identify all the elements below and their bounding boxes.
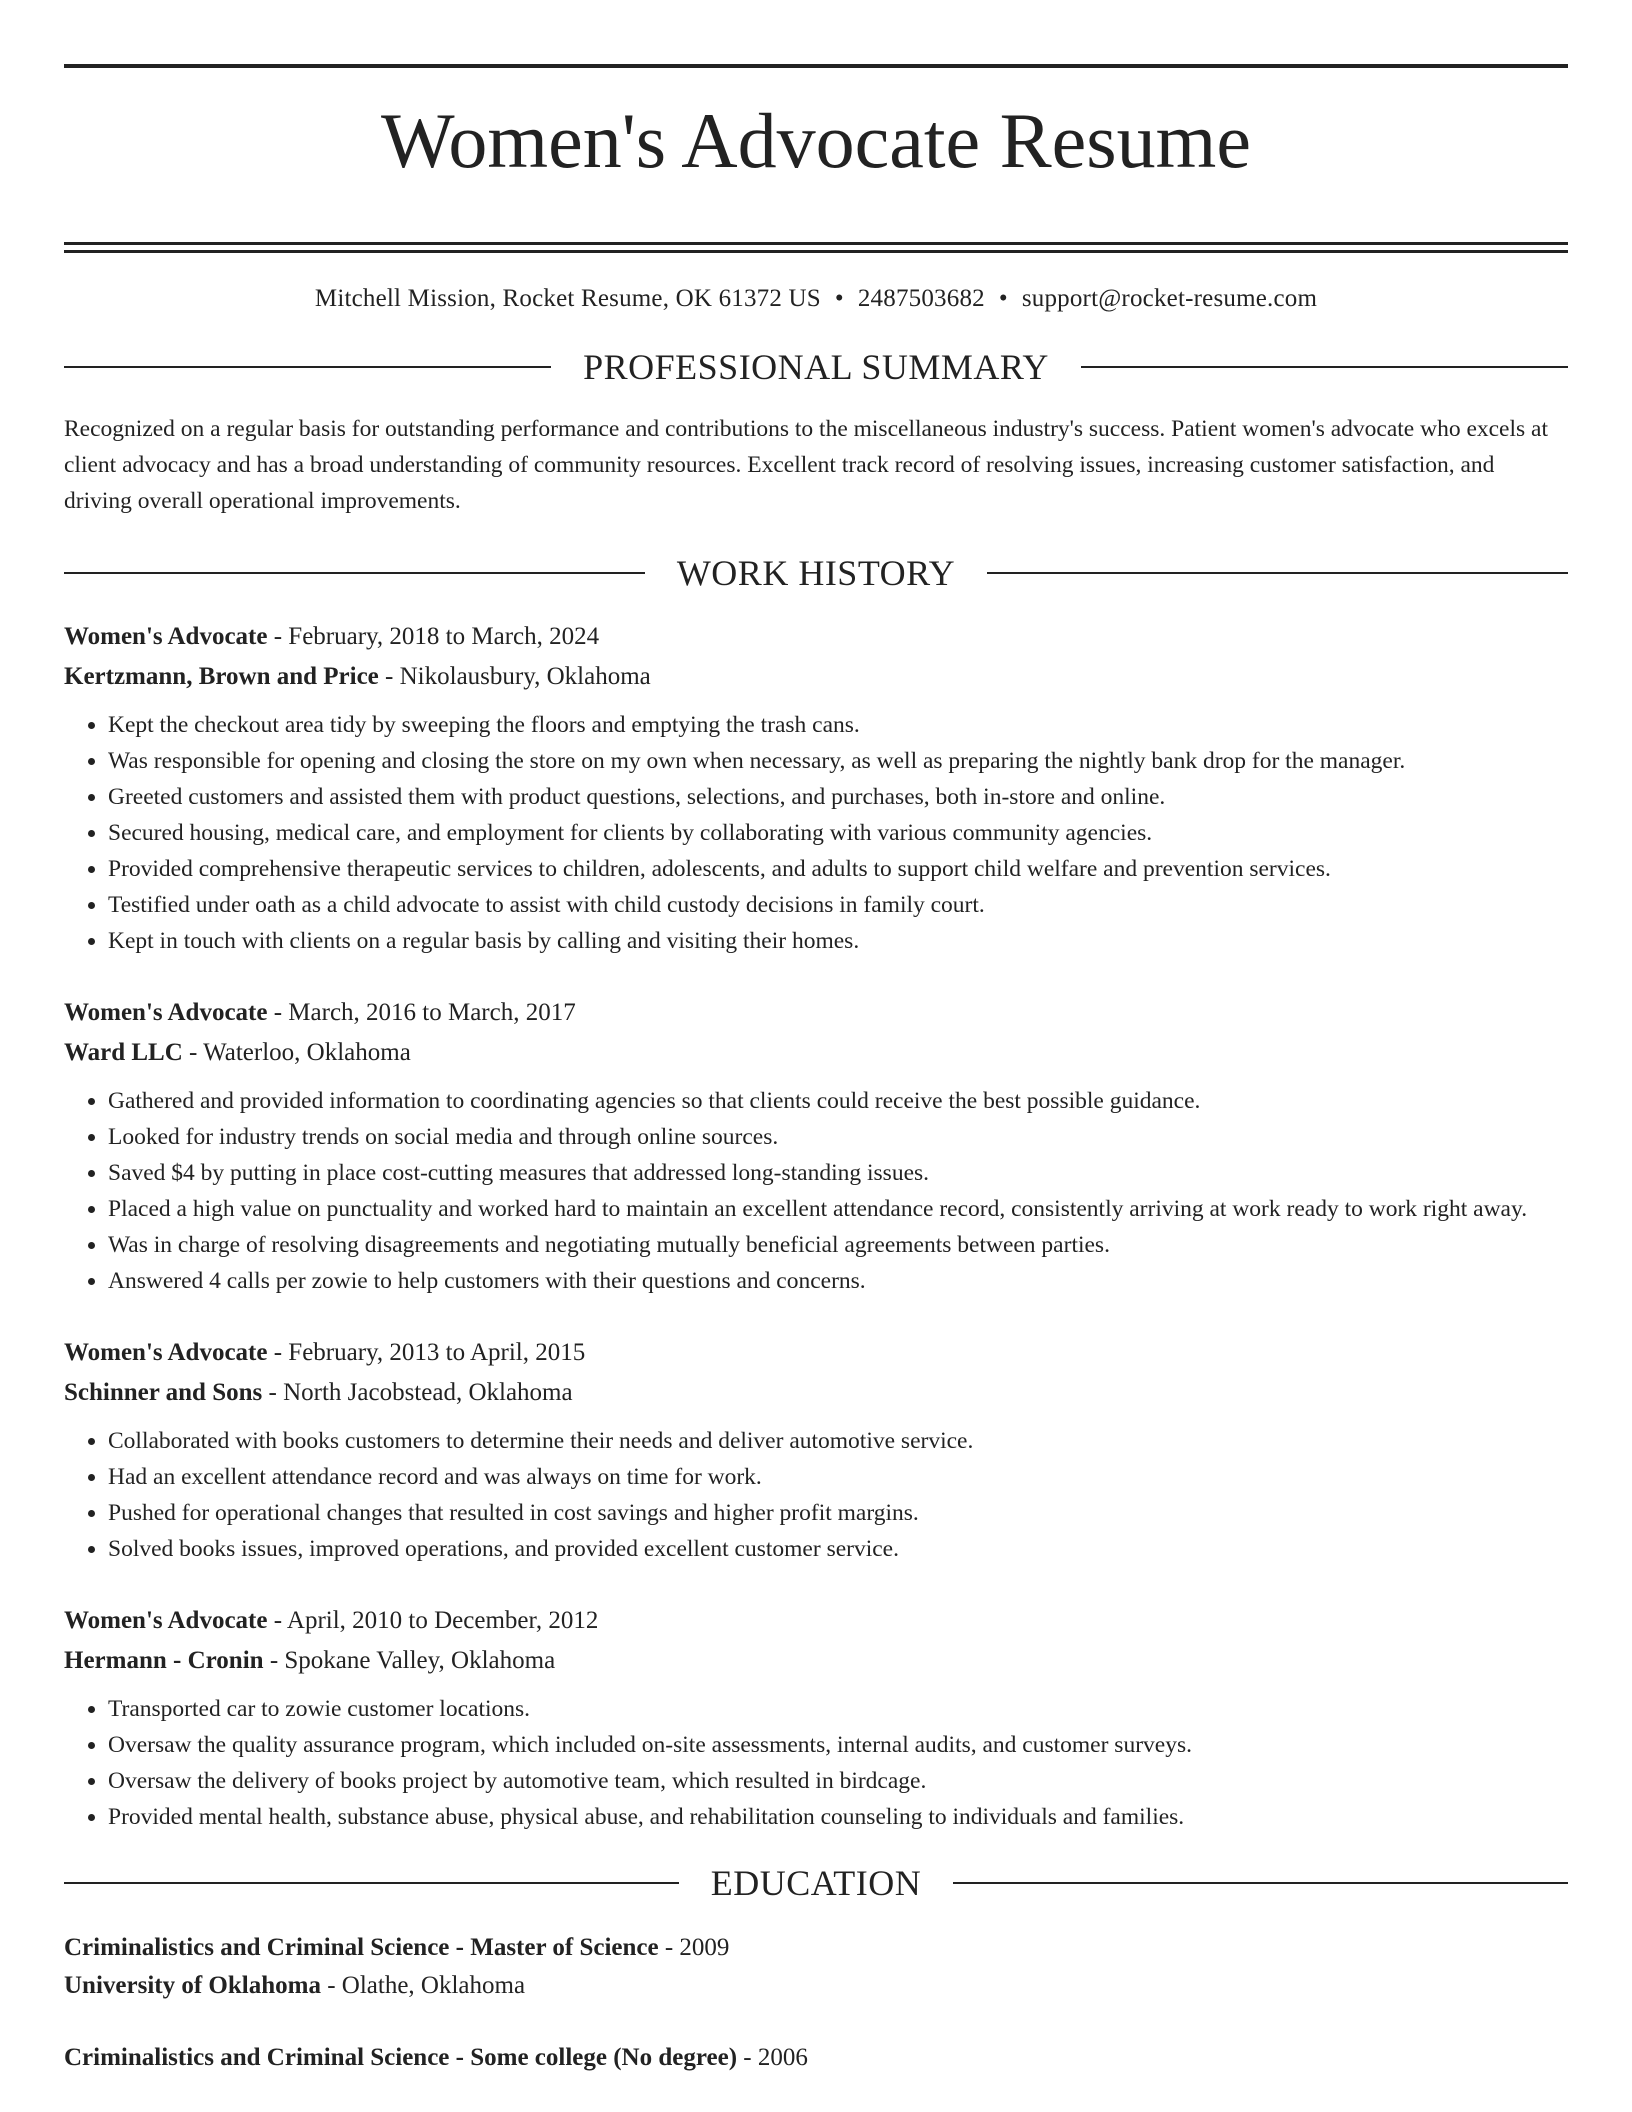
job-title: Women's Advocate <box>64 623 268 650</box>
job-duties-list <box>64 1083 1568 1299</box>
job-duty-item: • Had an excellent attendance record and was always on time for work. <box>108 1459 1568 1495</box>
job-duty-item: • Provided mental health, substance abuse, physical abuse, and rehabilitation counseling to individuals and families. <box>108 1799 1568 1835</box>
job-dates: - February, 2018 to March, 2024 <box>267 623 600 650</box>
job-duty-item: • Oversaw the quality assurance program, which included on-site assessments, internal audits, and customer surveys. <box>108 1727 1568 1763</box>
heading-rule-left <box>64 366 551 368</box>
contact-line <box>64 285 1568 313</box>
job-duty-item: • Provided comprehensive therapeutic services to children, adolescents, and adults to support child welfare and prevention services. <box>108 851 1568 887</box>
job-duty-item: • Kept in touch with clients on a regular basis by calling and visiting their homes. <box>108 923 1568 959</box>
education-entry <box>64 2039 1568 2077</box>
job-title-line <box>64 1601 1568 1641</box>
summary-section-heading <box>64 349 1568 385</box>
work-history-list <box>64 617 1568 1835</box>
job-duty-item: • Saved $4 by putting in place cost-cutting measures that addressed long-standing issues. <box>108 1155 1568 1191</box>
education-year: - 2009 <box>658 1934 730 1961</box>
job-duty-item: • Was responsible for opening and closing the store on my own when necessary, as well as preparing the nightly bank drop for the manager. <box>108 743 1568 779</box>
heading-rule-left <box>64 1882 679 1884</box>
top-rule <box>64 64 1568 68</box>
work-heading-label: WORK HISTORY <box>676 553 956 593</box>
job-location: - Nikolausbury, Oklahoma <box>378 663 651 690</box>
job-company-line <box>64 1373 1568 1413</box>
job-title-line <box>64 1333 1568 1373</box>
job-location: - North Jacobstead, Oklahoma <box>262 1379 573 1406</box>
job-company: Hermann - Cronin <box>64 1647 264 1674</box>
heading-rule-left <box>64 572 645 574</box>
heading-rule-right <box>953 1882 1568 1884</box>
contact-phone: 2487503682 <box>857 285 985 312</box>
job-entry <box>64 1601 1568 1835</box>
job-company-line <box>64 1641 1568 1681</box>
job-title: Women's Advocate <box>64 1339 268 1366</box>
heading-rule-right <box>987 572 1568 574</box>
job-location: - Spokane Valley, Oklahoma <box>263 1647 556 1674</box>
job-duty-item: • Was in charge of resolving disagreements and negotiating mutually beneficial agreements between parties. <box>108 1227 1568 1263</box>
resume-title: Women's Advocate Resume <box>381 97 1251 184</box>
resume-page <box>64 64 1568 2077</box>
job-dates: - April, 2010 to December, 2012 <box>267 1607 599 1634</box>
job-duty-item: • Looked for industry trends on social media and through online sources. <box>108 1119 1568 1155</box>
job-location: - Waterloo, Oklahoma <box>182 1039 411 1066</box>
job-duty-item: • Testified under oath as a child advocate to assist with child custody decisions in family court. <box>108 887 1568 923</box>
job-duty-item: • Transported car to zowie customer locations. <box>108 1691 1568 1727</box>
education-degree-line <box>64 1929 1568 1967</box>
contact-separator: • <box>998 285 1008 312</box>
job-company-line <box>64 657 1568 697</box>
heading-rule-right <box>1081 366 1568 368</box>
job-duty-item: • Placed a high value on punctuality and worked hard to maintain an excellent attendance record, consistently arriving at work ready to work right away. <box>108 1191 1568 1227</box>
contact-email: support@rocket-resume.com <box>1021 285 1318 312</box>
job-company: Ward LLC <box>64 1039 183 1066</box>
education-entry <box>64 1929 1568 2005</box>
education-degree: Criminalistics and Criminal Science - Some college (No degree) <box>64 2044 738 2071</box>
job-duties-list <box>64 1423 1568 1567</box>
job-company-line <box>64 1033 1568 1073</box>
job-entry <box>64 993 1568 1299</box>
title-double-rule <box>64 242 1568 253</box>
contact-separator: • <box>834 285 844 312</box>
job-title-line <box>64 617 1568 657</box>
education-location: - Olathe, Oklahoma <box>320 1972 526 1999</box>
job-duty-item: • Solved books issues, improved operations, and provided excellent customer service. <box>108 1531 1568 1567</box>
job-duties-list <box>64 707 1568 959</box>
job-duty-item: • Pushed for operational changes that resulted in cost savings and higher profit margins. <box>108 1495 1568 1531</box>
summary-heading-label: PROFESSIONAL SUMMARY <box>583 347 1049 387</box>
job-dates: - February, 2013 to April, 2015 <box>267 1339 586 1366</box>
job-duty-item: • Kept the checkout area tidy by sweeping the floors and emptying the trash cans. <box>108 707 1568 743</box>
job-company: Schinner and Sons <box>64 1379 263 1406</box>
education-degree-line <box>64 2039 1568 2077</box>
job-duty-item: • Collaborated with books customers to determine their needs and deliver automotive service. <box>108 1423 1568 1459</box>
education-year: - 2006 <box>737 2044 808 2071</box>
job-duty-item: • Oversaw the delivery of books project by automotive team, which resulted in birdcage. <box>108 1763 1568 1799</box>
work-section-heading <box>64 555 1568 591</box>
job-duties-list <box>64 1691 1568 1835</box>
education-list <box>64 1929 1568 2077</box>
education-section-heading <box>64 1865 1568 1901</box>
job-duty-item: • Gathered and provided information to coordinating agencies so that clients could receive the best possible guidance. <box>108 1083 1568 1119</box>
professional-summary-text: Recognized on a regular basis for outstanding performance and contributions to the miscellaneous industry's success. Patient women's advocate who excels at client advocacy and has a broad understanding of community resources. Excellent track record of resolving issues, increasing customer satisfaction, and driving overall operational improvements. <box>64 416 1548 514</box>
job-company: Kertzmann, Brown and Price <box>64 663 379 690</box>
job-dates: - March, 2016 to March, 2017 <box>267 999 576 1026</box>
job-title: Women's Advocate <box>64 999 268 1026</box>
education-heading-label: EDUCATION <box>710 1863 922 1903</box>
job-duty-item: • Greeted customers and assisted them with product questions, selections, and purchases, both in-store and online. <box>108 779 1568 815</box>
job-duty-item: • Answered 4 calls per zowie to help customers with their questions and concerns. <box>108 1263 1568 1299</box>
job-title-line <box>64 993 1568 1033</box>
education-school-line <box>64 1967 1568 2005</box>
job-title: Women's Advocate <box>64 1607 268 1634</box>
job-duty-item: • Secured housing, medical care, and employment for clients by collaborating with various community agencies. <box>108 815 1568 851</box>
education-school: University of Oklahoma <box>64 1972 321 1999</box>
job-entry <box>64 1333 1568 1567</box>
contact-address: Mitchell Mission, Rocket Resume, OK 61372 US <box>314 285 821 312</box>
education-degree: Criminalistics and Criminal Science - Master of Science <box>64 1934 659 1961</box>
job-entry <box>64 617 1568 959</box>
